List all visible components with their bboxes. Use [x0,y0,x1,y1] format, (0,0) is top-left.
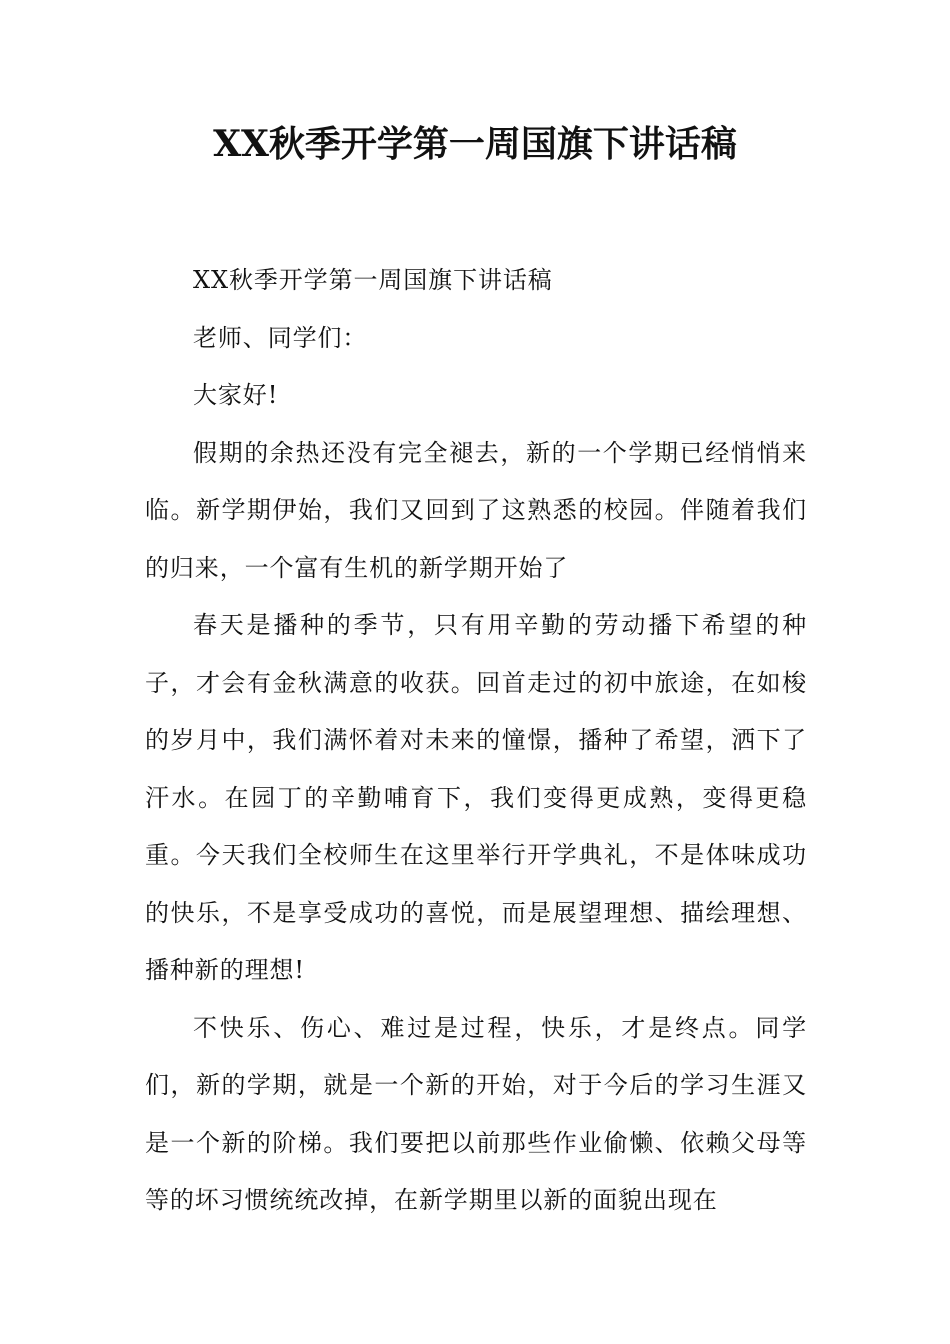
document-body [145,252,807,1230]
paragraph-subtitle: XX秋季开学第一周国旗下讲话稿 [193,266,553,294]
paragraph-greeting: 大家好! [193,381,279,409]
paragraph-body-2: 春天是播种的季节，只有用辛勤的劳动播下希望的种子，才会有金秋满意的收获。回首走过的初中旅途，在如梭的岁月中，我们满怀着对未来的憧憬，播种了希望，洒下了汗水。在园丁的辛勤哺育下，我们变得更成熟，变得更稳重。今天我们全校师生在这里举行开学典礼，不是体味成功的快乐，不是享受成功的喜悦，而是展望理想、描绘理想、播种新的理想! [145,611,807,984]
document-title: XX秋季开学第一周国旗下讲话稿 [213,123,737,165]
paragraph-body-3: 不快乐、伤心、难过是过程，快乐，才是终点。同学们，新的学期，就是一个新的开始，对于今后的学习生涯又是一个新的阶梯。我们要把以前那些作业偷懒、依赖父母等等的坏习惯统统改掉，在新学期里以新的面貌出现在 [145,1013,807,1214]
paragraph-salutation: 老师、同学们： [193,323,368,352]
paragraph-body-1: 假期的余热还没有完全褪去，新的一个学期已经悄悄来临。新学期伊始，我们又回到了这熟悉的校园。伴随着我们的归来，一个富有生机的新学期开始了 [145,438,807,582]
